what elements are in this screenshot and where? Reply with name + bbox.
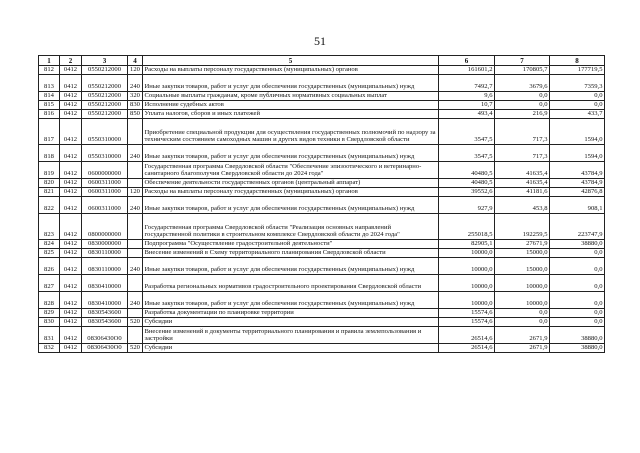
amount-cell: 1594,0: [550, 119, 605, 145]
amount-cell: 255018,5: [439, 214, 495, 240]
section-code-cell: 0412: [60, 292, 82, 309]
budget-table: [38, 55, 605, 353]
row-number-cell: 832: [39, 344, 60, 353]
amount-cell: 10000,0: [495, 292, 550, 309]
page-number: 51: [314, 34, 326, 48]
amount-cell: 82905,1: [439, 240, 495, 249]
amount-cell: 26514,6: [439, 344, 495, 353]
amount-cell: 433,7: [550, 110, 605, 119]
target-code-cell: 08306430О0: [82, 327, 128, 344]
amount-cell: 15000,0: [495, 258, 550, 275]
target-code-cell: 0600000000: [82, 162, 128, 179]
section-code-cell: 0412: [60, 249, 82, 258]
row-number-cell: 814: [39, 92, 60, 101]
header-cell: 2: [60, 56, 82, 66]
row-number-cell: 827: [39, 275, 60, 292]
row-number-cell: 813: [39, 75, 60, 92]
amount-cell: 223747,9: [550, 214, 605, 240]
amount-cell: 15574,6: [439, 318, 495, 327]
amount-cell: 1594,0: [550, 145, 605, 162]
section-code-cell: 0412: [60, 344, 82, 353]
expense-type-cell: [128, 275, 143, 292]
header-cell: 8: [550, 56, 605, 66]
table-row: [39, 344, 605, 353]
header-cell: 4: [128, 56, 143, 66]
amount-cell: 0,0: [550, 258, 605, 275]
expense-type-cell: 520: [128, 318, 143, 327]
expense-type-cell: 240: [128, 292, 143, 309]
row-number-cell: 816: [39, 110, 60, 119]
section-code-cell: 0412: [60, 309, 82, 318]
target-code-cell: 0830543600: [82, 309, 128, 318]
item-name-cell: Разработка документации по планировке территории: [143, 309, 439, 318]
section-code-cell: 0412: [60, 179, 82, 188]
target-code-cell: 0830110000: [82, 249, 128, 258]
amount-cell: 0,0: [550, 309, 605, 318]
amount-cell: 0,0: [550, 275, 605, 292]
header-cell: 5: [143, 56, 439, 66]
row-number-cell: 830: [39, 318, 60, 327]
table-row: [39, 110, 605, 119]
amount-cell: 41635,4: [495, 179, 550, 188]
amount-cell: 717,3: [495, 119, 550, 145]
amount-cell: 9,6: [439, 92, 495, 101]
table-row: [39, 240, 605, 249]
amount-cell: 7359,3: [550, 75, 605, 92]
header-cell: 3: [82, 56, 128, 66]
row-number-cell: 826: [39, 258, 60, 275]
expense-type-cell: 120: [128, 66, 143, 75]
expense-type-cell: 240: [128, 145, 143, 162]
expense-type-cell: 850: [128, 110, 143, 119]
item-name-cell: Расходы на выплаты персоналу государственных (муниципальных) органов: [143, 188, 439, 197]
item-name-cell: Государственная программа Свердловской области "Обеспечение эпизоотического и ветеринарно-санитарного благополучия Свердловской области до 2024 года": [143, 162, 439, 179]
target-code-cell: 0550212000: [82, 101, 128, 110]
amount-cell: 10000,0: [439, 258, 495, 275]
target-code-cell: 0830000000: [82, 240, 128, 249]
amount-cell: 38880,0: [550, 344, 605, 353]
item-name-cell: Исполнение судебных актов: [143, 101, 439, 110]
expense-type-cell: 120: [128, 188, 143, 197]
amount-cell: 0,0: [550, 318, 605, 327]
section-code-cell: 0412: [60, 327, 82, 344]
row-number-cell: 820: [39, 179, 60, 188]
row-number-cell: 817: [39, 119, 60, 145]
item-name-cell: Обеспечение деятельности государственных органов (центральный аппарат): [143, 179, 439, 188]
table-row: [39, 188, 605, 197]
item-name-cell: Уплата налогов, сборов и иных платежей: [143, 110, 439, 119]
table-row: [39, 101, 605, 110]
amount-cell: 15000,0: [495, 249, 550, 258]
expense-type-cell: 320: [128, 92, 143, 101]
amount-cell: 927,9: [439, 197, 495, 214]
target-code-cell: 0830410000: [82, 275, 128, 292]
table-row: [39, 249, 605, 258]
section-code-cell: 0412: [60, 110, 82, 119]
amount-cell: 2671,9: [495, 327, 550, 344]
target-code-cell: 0830543600: [82, 318, 128, 327]
amount-cell: 38880,0: [550, 240, 605, 249]
amount-cell: 0,0: [550, 249, 605, 258]
amount-cell: 7492,7: [439, 75, 495, 92]
item-name-cell: Государственная программа Свердловской области "Реализация основных направлений государственной политики в строительном комплексе Свердловской области до 2024 года": [143, 214, 439, 240]
expense-type-cell: [128, 309, 143, 318]
amount-cell: 192259,5: [495, 214, 550, 240]
section-code-cell: 0412: [60, 66, 82, 75]
amount-cell: 43784,9: [550, 179, 605, 188]
amount-cell: 0,0: [550, 92, 605, 101]
item-name-cell: Иные закупки товаров, работ и услуг для обеспечения государственных (муниципальных) нужд: [143, 292, 439, 309]
item-name-cell: Иные закупки товаров, работ и услуг для обеспечения государственных (муниципальных) нужд: [143, 258, 439, 275]
amount-cell: 0,0: [495, 309, 550, 318]
amount-cell: 39552,6: [439, 188, 495, 197]
row-number-cell: 823: [39, 214, 60, 240]
amount-cell: 41635,4: [495, 162, 550, 179]
amount-cell: 10000,0: [495, 275, 550, 292]
expense-type-cell: [128, 119, 143, 145]
section-code-cell: 0412: [60, 101, 82, 110]
amount-cell: 216,9: [495, 110, 550, 119]
row-number-cell: 818: [39, 145, 60, 162]
expense-type-cell: 830: [128, 101, 143, 110]
table-row: [39, 258, 605, 275]
target-code-cell: 0550212000: [82, 92, 128, 101]
amount-cell: 26514,6: [439, 327, 495, 344]
table-row: [39, 309, 605, 318]
item-name-cell: Разработка региональных нормативов градостроительного проектирования Свердловской области: [143, 275, 439, 292]
amount-cell: 3547,5: [439, 119, 495, 145]
amount-cell: 38880,0: [550, 327, 605, 344]
amount-cell: 0,0: [550, 292, 605, 309]
target-code-cell: 0800000000: [82, 214, 128, 240]
table-row: [39, 92, 605, 101]
amount-cell: 10,7: [439, 101, 495, 110]
row-number-cell: 825: [39, 249, 60, 258]
table-row: [39, 214, 605, 240]
item-name-cell: Иные закупки товаров, работ и услуг для обеспечения государственных (муниципальных) нужд: [143, 197, 439, 214]
table-row: [39, 292, 605, 309]
target-code-cell: 0600311000: [82, 197, 128, 214]
amount-cell: 0,0: [495, 318, 550, 327]
item-name-cell: Подпрограмма "Осуществление градостроительной деятельности": [143, 240, 439, 249]
section-code-cell: 0412: [60, 162, 82, 179]
expense-type-cell: 520: [128, 344, 143, 353]
item-name-cell: Внесение изменений в Схему территориального планирования Свердловской области: [143, 249, 439, 258]
expense-type-cell: [128, 214, 143, 240]
target-code-cell: 0550212000: [82, 110, 128, 119]
table-row: [39, 275, 605, 292]
table-row: [39, 318, 605, 327]
table-row: [39, 327, 605, 344]
item-name-cell: Внесение изменений в документы территориального планирования и правила землепользования и застройки: [143, 327, 439, 344]
section-code-cell: 0412: [60, 119, 82, 145]
amount-cell: 170805,7: [495, 66, 550, 75]
amount-cell: 717,3: [495, 145, 550, 162]
row-number-cell: 831: [39, 327, 60, 344]
amount-cell: 43784,9: [550, 162, 605, 179]
row-number-cell: 829: [39, 309, 60, 318]
target-code-cell: 0550310000: [82, 119, 128, 145]
table-row: [39, 75, 605, 92]
amount-cell: 0,0: [550, 101, 605, 110]
amount-cell: 0,0: [495, 101, 550, 110]
table-row: [39, 197, 605, 214]
header-cell: 6: [439, 56, 495, 66]
amount-cell: 10000,0: [439, 249, 495, 258]
target-code-cell: 0830410000: [82, 292, 128, 309]
section-code-cell: 0412: [60, 145, 82, 162]
table-row: [39, 119, 605, 145]
item-name-cell: Социальные выплаты гражданам, кроме публичных нормативных социальных выплат: [143, 92, 439, 101]
amount-cell: 41181,6: [495, 188, 550, 197]
amount-cell: 27671,9: [495, 240, 550, 249]
row-number-cell: 828: [39, 292, 60, 309]
target-code-cell: 0830110000: [82, 258, 128, 275]
amount-cell: 2671,9: [495, 344, 550, 353]
section-code-cell: 0412: [60, 275, 82, 292]
expense-type-cell: [128, 249, 143, 258]
header-cell: 7: [495, 56, 550, 66]
target-code-cell: 08306430О0: [82, 344, 128, 353]
section-code-cell: 0412: [60, 188, 82, 197]
expense-type-cell: [128, 327, 143, 344]
amount-cell: 161601,2: [439, 66, 495, 75]
row-number-cell: 819: [39, 162, 60, 179]
item-name-cell: Иные закупки товаров, работ и услуг для обеспечения государственных (муниципальных) нужд: [143, 75, 439, 92]
amount-cell: 0,0: [495, 92, 550, 101]
amount-cell: 908,1: [550, 197, 605, 214]
amount-cell: 42876,8: [550, 188, 605, 197]
expense-type-cell: [128, 179, 143, 188]
item-name-cell: Субсидии: [143, 318, 439, 327]
row-number-cell: 815: [39, 101, 60, 110]
expense-type-cell: [128, 162, 143, 179]
row-number-cell: 821: [39, 188, 60, 197]
row-number-cell: 812: [39, 66, 60, 75]
target-code-cell: 0550212000: [82, 66, 128, 75]
amount-cell: 453,8: [495, 197, 550, 214]
section-code-cell: 0412: [60, 240, 82, 249]
expense-type-cell: 240: [128, 75, 143, 92]
target-code-cell: 0550310000: [82, 145, 128, 162]
section-code-cell: 0412: [60, 214, 82, 240]
expense-type-cell: 240: [128, 197, 143, 214]
target-code-cell: 0600311000: [82, 188, 128, 197]
table-row: [39, 162, 605, 179]
section-code-cell: 0412: [60, 197, 82, 214]
amount-cell: 3679,6: [495, 75, 550, 92]
row-number-cell: 824: [39, 240, 60, 249]
expense-type-cell: 240: [128, 258, 143, 275]
table-header-row: [39, 56, 605, 66]
header-cell: 1: [39, 56, 60, 66]
target-code-cell: 0600311000: [82, 179, 128, 188]
row-number-cell: 822: [39, 197, 60, 214]
table-row: [39, 145, 605, 162]
amount-cell: 15574,6: [439, 309, 495, 318]
amount-cell: 10000,0: [439, 292, 495, 309]
item-name-cell: Субсидии: [143, 344, 439, 353]
item-name-cell: Расходы на выплаты персоналу государственных (муниципальных) органов: [143, 66, 439, 75]
amount-cell: 40480,5: [439, 179, 495, 188]
amount-cell: 3547,5: [439, 145, 495, 162]
table-row: [39, 179, 605, 188]
item-name-cell: Приобретение специальной продукции для осуществления государственных полномочий по надзору за техническим состоянием самоходных машин и других видов техники в Свердловской области: [143, 119, 439, 145]
amount-cell: 493,4: [439, 110, 495, 119]
target-code-cell: 0550212000: [82, 75, 128, 92]
expense-type-cell: [128, 240, 143, 249]
amount-cell: 40480,5: [439, 162, 495, 179]
section-code-cell: 0412: [60, 258, 82, 275]
table-row: [39, 66, 605, 75]
amount-cell: 10000,0: [439, 275, 495, 292]
section-code-cell: 0412: [60, 92, 82, 101]
section-code-cell: 0412: [60, 75, 82, 92]
section-code-cell: 0412: [60, 318, 82, 327]
amount-cell: 177719,5: [550, 66, 605, 75]
item-name-cell: Иные закупки товаров, работ и услуг для обеспечения государственных (муниципальных) нужд: [143, 145, 439, 162]
